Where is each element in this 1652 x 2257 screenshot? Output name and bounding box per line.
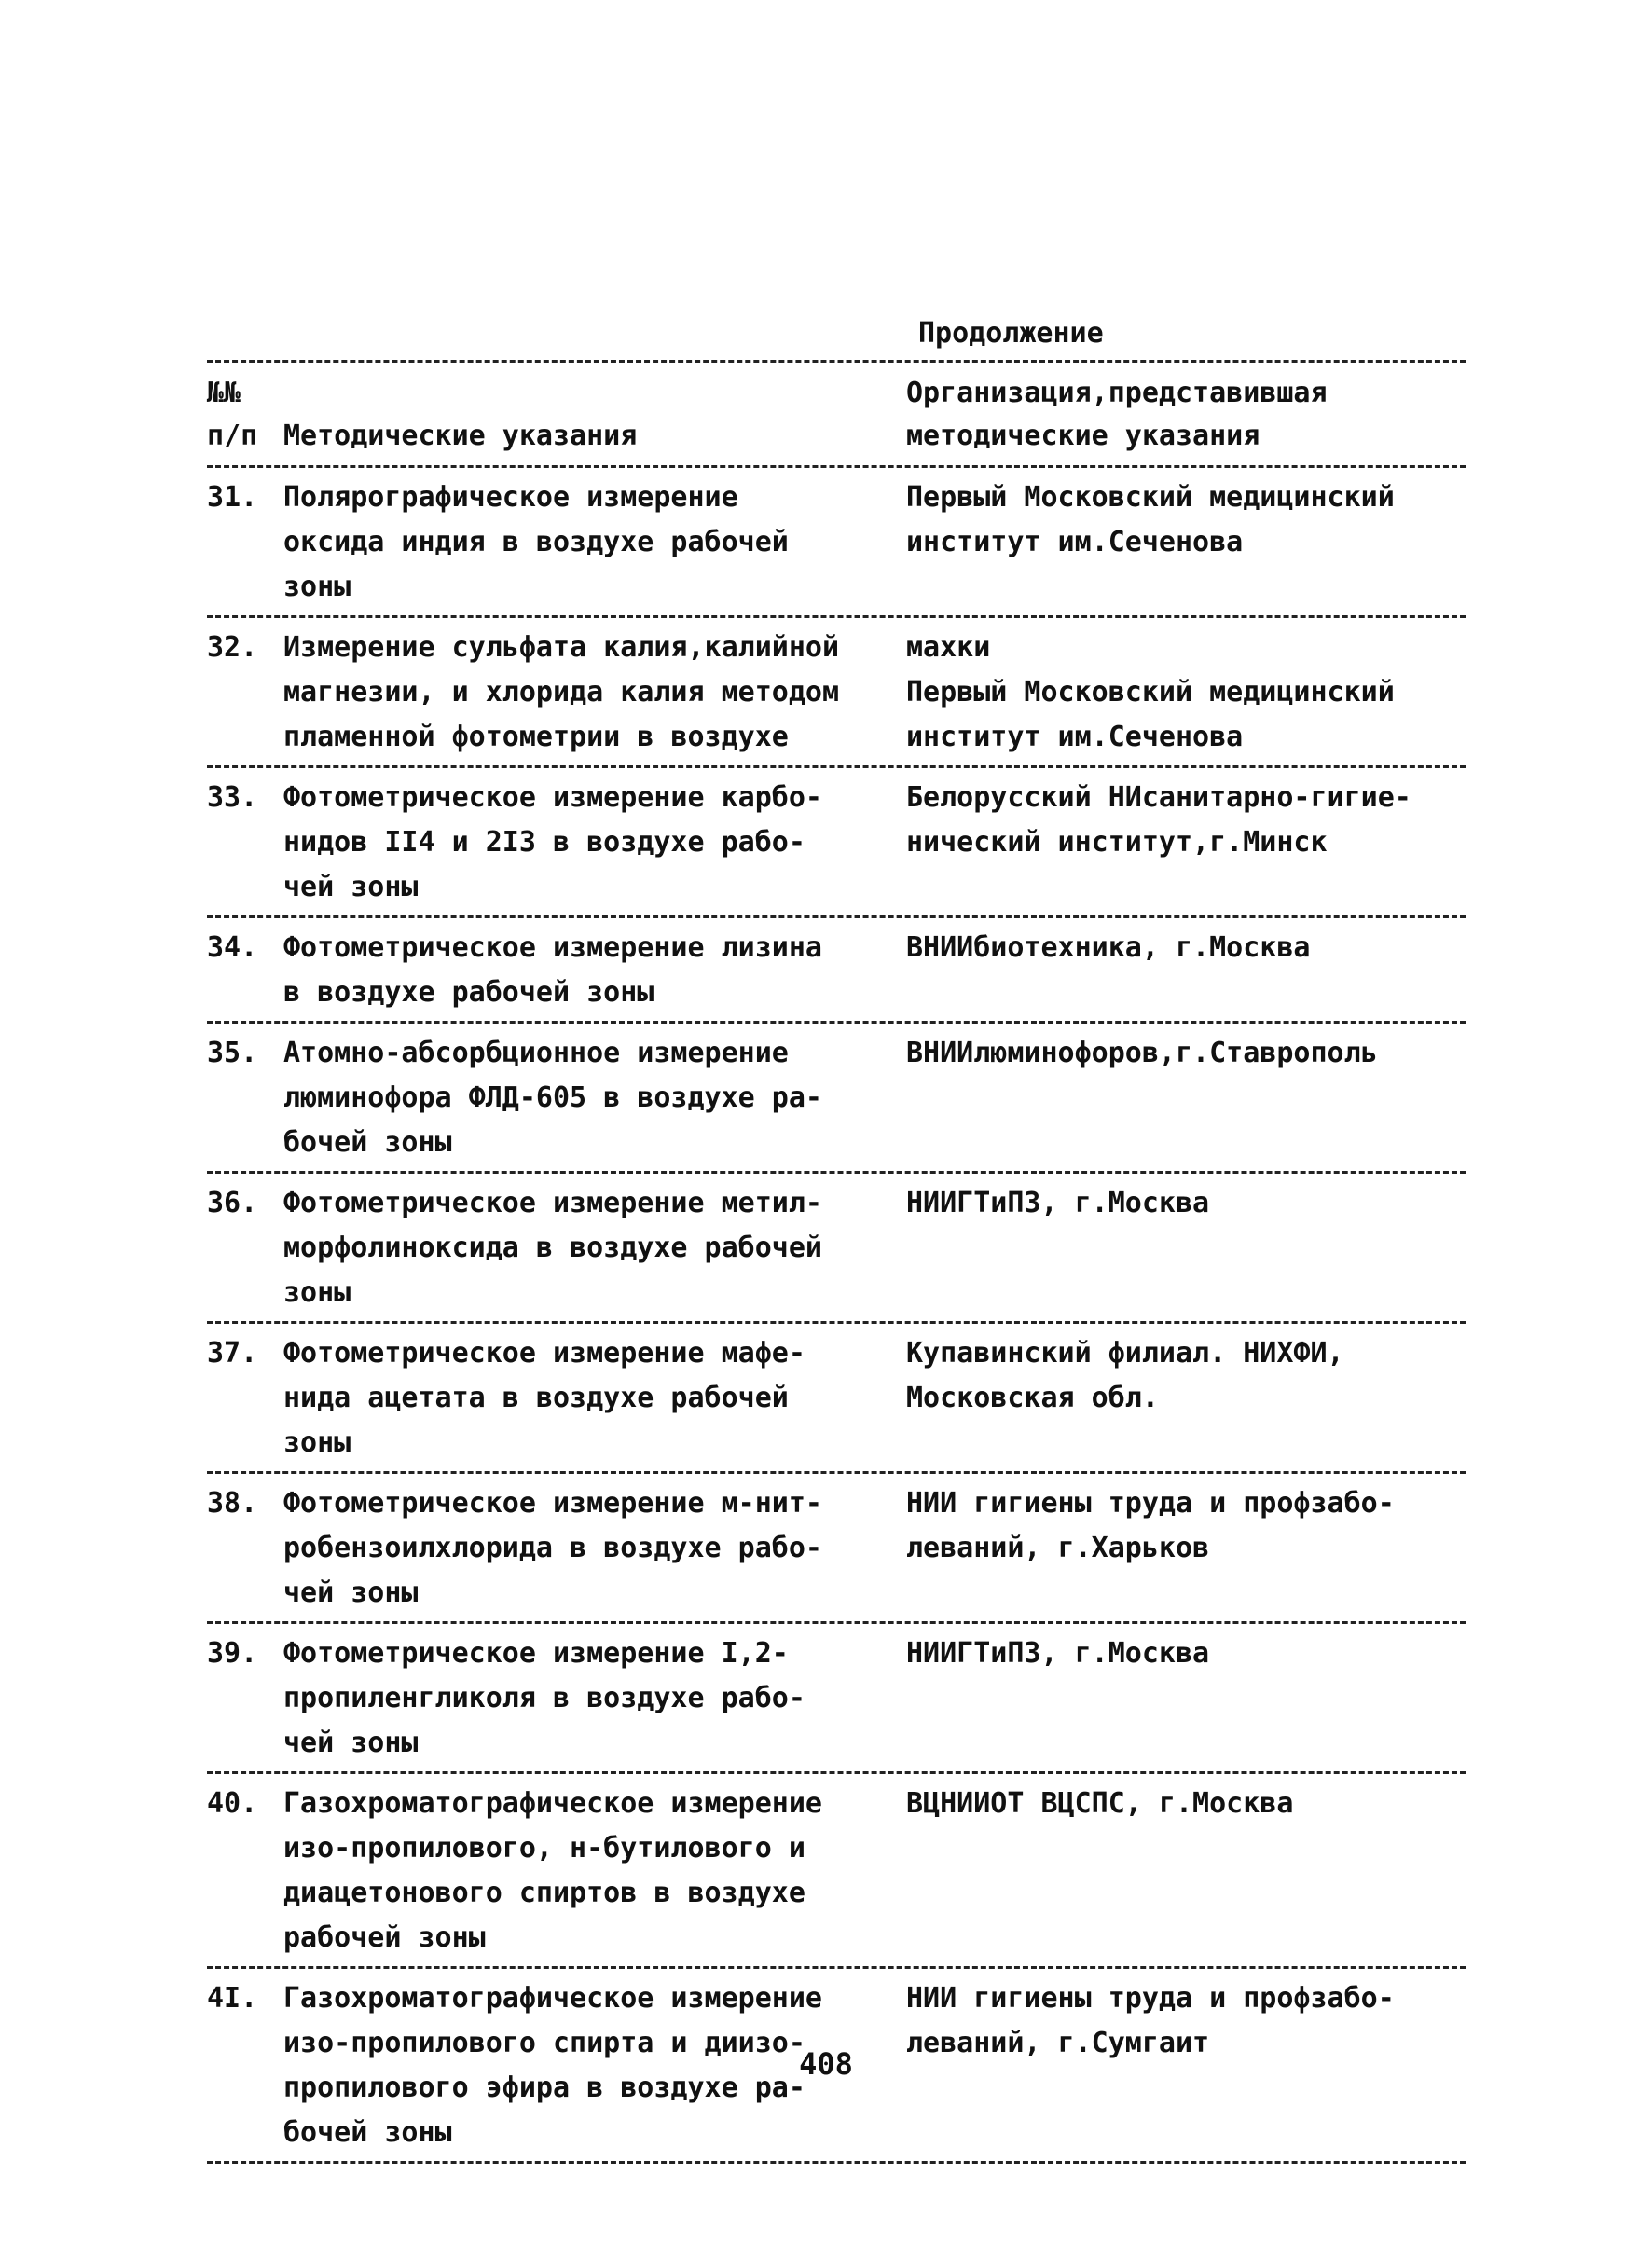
header-method-cell [283, 372, 888, 458]
header-number-line2: п/п [207, 420, 258, 452]
row-method: Атомно-абсорбционное измерение люминофора ФЛД-605 в воздухе ра- бочей зоны [283, 1037, 822, 1159]
row-number: 35. [207, 1037, 258, 1069]
row-number: 37. [207, 1337, 258, 1369]
page-number: 408 [799, 2046, 853, 2082]
row-method: Полярографическое измерение оксида индия в воздухе рабочей зоны [283, 481, 789, 603]
row-method: Измерение сульфата калия,калийной магнезии, и хлорида калия методом пламенной фотометрии в воздухе [283, 631, 840, 753]
row-number: 40. [207, 1787, 258, 1820]
header-org-cell [888, 372, 1466, 458]
row-org: ВНИИлюминофоров,г.Ставрополь [906, 1037, 1378, 1069]
header-number-cell [207, 372, 283, 458]
row-org: Купавинский филиал. НИХФИ, Московская обл. [906, 1337, 1344, 1414]
table-row [207, 1174, 1466, 1321]
row-method: Фотометрическое измерение м-нит- робензоилхлорида в воздухе рабо- чей зоны [283, 1487, 822, 1609]
row-method: Фотометрическое измерение I,2- пропиленгликоля в воздухе рабо- чей зоны [283, 1637, 805, 1759]
row-org: НИИ гигиены труда и профзабо- леваний, г.Сумгаит [906, 1982, 1395, 2059]
table-row [207, 1474, 1466, 1621]
row-method: Фотометрическое измерение мафе- нида ацетата в воздухе рабочей зоны [283, 1337, 805, 1459]
row-org: Белорусский НИсанитарно-гигие- нический институт,г.Минск [906, 781, 1411, 859]
row-method: Фотометрическое измерение карбо- нидов II4 и 2I3 в воздухе рабо- чей зоны [283, 781, 822, 903]
row-method: Газохроматографическое измерение изо-пропилового, н-бутилового и диацетонового спиртов в воздухе рабочей зоны [283, 1787, 822, 1954]
row-org: НИИГТиПЗ, г.Москва [906, 1187, 1210, 1219]
row-org: НИИ гигиены труда и профзабо- леваний, г.Харьков [906, 1487, 1395, 1564]
row-number: 4I. [207, 1982, 258, 2015]
table-row [207, 618, 1466, 765]
row-org: Первый Московский медицинский институт им.Сеченова [906, 481, 1395, 558]
table-row [207, 1024, 1466, 1171]
table-row [207, 1774, 1466, 1966]
row-number: 39. [207, 1637, 258, 1670]
table-row [207, 918, 1466, 1021]
table-row [207, 1324, 1466, 1471]
header-method: Методические указания [283, 420, 638, 452]
row-number: 34. [207, 931, 258, 964]
row-method: Газохроматографическое измерение изо-пропилового спирта и диизо- пропилового эфира в воздухе ра- бочей зоны [283, 1982, 822, 2149]
table-header [207, 363, 1466, 465]
table-row [207, 468, 1466, 615]
row-number: 32. [207, 631, 258, 664]
row-number: 33. [207, 781, 258, 814]
row-org: НИИГТиПЗ, г.Москва [906, 1637, 1210, 1670]
row-method: Фотометрическое измерение метил- морфолиноксида в воздухе рабочей зоны [283, 1187, 822, 1309]
table-row [207, 1624, 1466, 1771]
table-row [207, 768, 1466, 915]
row-org: махки Первый Московский медицинский институт им.Сеченова [906, 631, 1395, 753]
row-number: 31. [207, 481, 258, 514]
header-number-line1: №№ [207, 377, 241, 409]
header-org-line2: методические указания [906, 420, 1260, 452]
row-number: 36. [207, 1187, 258, 1219]
row-org: ВНИИбиотехника, г.Москва [906, 931, 1311, 964]
methods-table [207, 360, 1466, 2164]
continuation-label: Продолжение [918, 317, 1104, 350]
row-org: ВЦНИИОТ ВЦСПС, г.Москва [906, 1787, 1294, 1820]
row-method: Фотометрическое измерение лизина в воздухе рабочей зоны [283, 931, 822, 1009]
row-number: 38. [207, 1487, 258, 1520]
header-org-line1: Организация,представившая [906, 377, 1328, 409]
table-bottom-rule [207, 2161, 1466, 2164]
